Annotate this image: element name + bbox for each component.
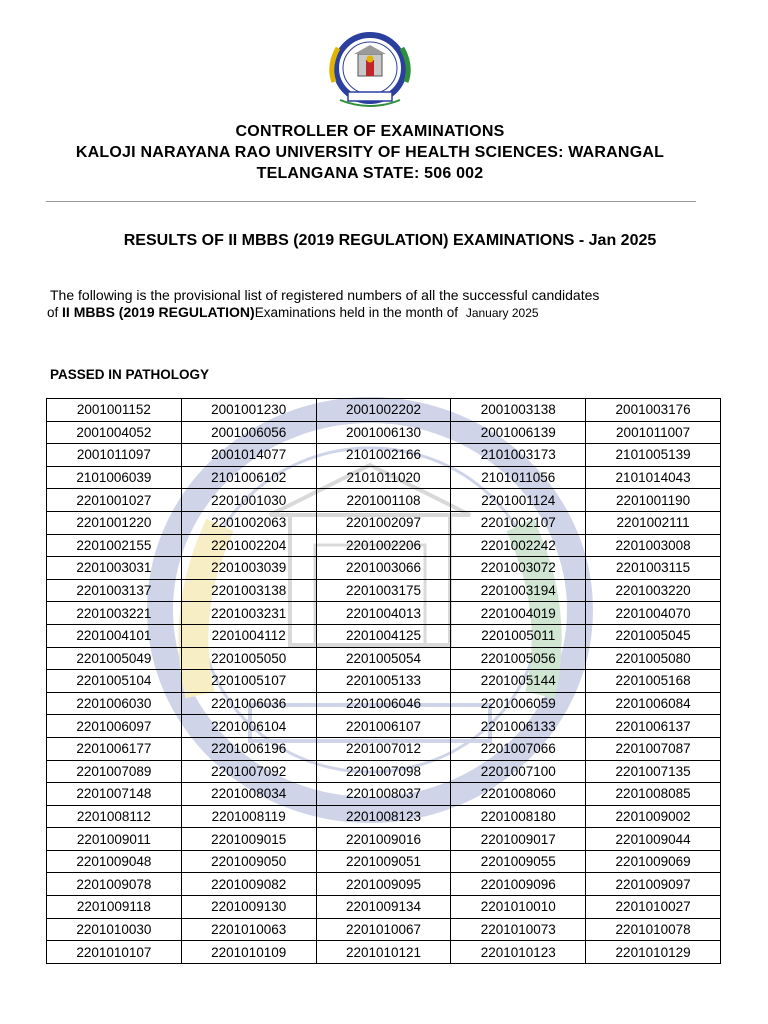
registration-number-cell: 2201003008	[586, 534, 721, 557]
registration-number-cell: 2201009016	[316, 828, 451, 851]
registration-number-cell: 2201009095	[316, 873, 451, 896]
registration-number-cell: 2201009078	[47, 873, 182, 896]
registration-number-cell: 2201004112	[181, 624, 316, 647]
university-logo	[326, 30, 414, 110]
registration-number-cell: 2201009134	[316, 896, 451, 919]
registration-number-cell: 2201007092	[181, 760, 316, 783]
table-row	[47, 783, 721, 806]
registration-number-cell: 2201007148	[47, 783, 182, 806]
registration-number-cell: 2201005080	[586, 647, 721, 670]
registration-number-cell: 2001004052	[47, 421, 182, 444]
registration-number-cell: 2201008085	[586, 783, 721, 806]
registration-number-cell: 2201007135	[586, 760, 721, 783]
registration-number-cell: 2201010010	[451, 896, 586, 919]
registration-number-cell: 2101014043	[586, 466, 721, 489]
registration-number-cell: 2201006107	[316, 715, 451, 738]
registration-number-cell: 2201003137	[47, 579, 182, 602]
registration-number-cell: 2201009011	[47, 828, 182, 851]
table-row	[47, 466, 721, 489]
table-row	[47, 805, 721, 828]
table-row	[47, 941, 721, 964]
registration-number-cell: 2201010073	[451, 918, 586, 941]
exam-month: January 2025	[465, 306, 539, 320]
registration-number-cell: 2201002204	[181, 534, 316, 557]
registration-number-cell: 2201001027	[47, 489, 182, 512]
registration-number-cell: 2201003138	[181, 579, 316, 602]
registration-number-cell: 2201006036	[181, 692, 316, 715]
table-row	[47, 511, 721, 534]
registration-number-cell: 2201005056	[451, 647, 586, 670]
registration-number-cell: 2001006056	[181, 421, 316, 444]
registration-number-cell: 2201006046	[316, 692, 451, 715]
table-row	[47, 850, 721, 873]
registration-number-cell: 2201006177	[47, 737, 182, 760]
registration-number-cell: 2201009015	[181, 828, 316, 851]
registration-number-cell: 2201002206	[316, 534, 451, 557]
registration-number-cell: 2201009097	[586, 873, 721, 896]
registration-number-cell: 2201005104	[47, 670, 182, 693]
registration-number-cell: 2201008034	[181, 783, 316, 806]
registration-number-cell: 2201003072	[451, 557, 586, 580]
registration-number-cell: 2201008037	[316, 783, 451, 806]
registration-number-cell: 2201009044	[586, 828, 721, 851]
registration-number-cell: 2201009050	[181, 850, 316, 873]
registration-number-cell: 2201009017	[451, 828, 586, 851]
registration-number-cell: 2201003066	[316, 557, 451, 580]
results-table-body	[47, 399, 721, 964]
registration-number-cell: 2201009002	[586, 805, 721, 828]
registration-number-cell: 2001006139	[451, 421, 586, 444]
registration-number-cell: 2101006039	[47, 466, 182, 489]
registration-number-cell: 2201001190	[586, 489, 721, 512]
registration-number-cell: 2201006059	[451, 692, 586, 715]
registration-number-cell: 2201002111	[586, 511, 721, 534]
table-row	[47, 602, 721, 625]
registration-number-cell: 2201010030	[47, 918, 182, 941]
registration-number-cell: 2201010107	[47, 941, 182, 964]
table-row	[47, 873, 721, 896]
header-divider	[46, 201, 696, 202]
registration-number-cell: 2201004019	[451, 602, 586, 625]
registration-number-cell: 2201006133	[451, 715, 586, 738]
registration-number-cell: 2001001152	[47, 399, 182, 422]
registration-number-cell: 2201005049	[47, 647, 182, 670]
registration-number-cell: 2201003221	[47, 602, 182, 625]
registration-number-cell: 2001003176	[586, 399, 721, 422]
registration-number-cell: 2201009055	[451, 850, 586, 873]
registration-number-cell: 2201002063	[181, 511, 316, 534]
registration-number-cell: 2201008119	[181, 805, 316, 828]
registration-number-cell: 2101011020	[316, 466, 451, 489]
registration-number-cell: 2201003175	[316, 579, 451, 602]
registration-number-cell: 2201009096	[451, 873, 586, 896]
intro-text: The following is the provisional list of registered numbers of all the successful candidates	[50, 287, 600, 303]
table-row	[47, 896, 721, 919]
registration-number-cell: 2201004070	[586, 602, 721, 625]
table-row	[47, 489, 721, 512]
registration-number-cell: 2201009051	[316, 850, 451, 873]
registration-number-cell: 2101003173	[451, 444, 586, 467]
registration-number-cell: 2201002242	[451, 534, 586, 557]
registration-number-cell: 2201001108	[316, 489, 451, 512]
registration-number-cell: 2201006104	[181, 715, 316, 738]
registration-number-cell: 2201008060	[451, 783, 586, 806]
table-row	[47, 557, 721, 580]
registration-number-cell: 2001002202	[316, 399, 451, 422]
table-row	[47, 737, 721, 760]
controller-heading: CONTROLLER OF EXAMINATIONS	[235, 123, 505, 140]
registration-number-cell: 2201008123	[316, 805, 451, 828]
registration-number-cell: 2201004125	[316, 624, 451, 647]
table-row	[47, 647, 721, 670]
registration-number-cell: 2201003115	[586, 557, 721, 580]
registration-number-cell: 2001014077	[181, 444, 316, 467]
registration-number-cell: 2201010121	[316, 941, 451, 964]
university-name-heading: KALOJI NARAYANA RAO UNIVERSITY OF HEALTH SCIENCES: WARANGAL	[75, 144, 665, 161]
intro-text-line2	[47, 304, 539, 320]
registration-number-cell: 2201010027	[586, 896, 721, 919]
registration-number-cell: 2201002107	[451, 511, 586, 534]
registration-number-cell: 2201003039	[181, 557, 316, 580]
registration-number-cell: 2001011097	[47, 444, 182, 467]
registration-number-cell: 2201003220	[586, 579, 721, 602]
intro-held: Examinations held in the month of	[254, 305, 459, 320]
registration-number-cell: 2201009130	[181, 896, 316, 919]
state-heading: TELANGANA STATE: 506 002	[256, 165, 484, 182]
registration-number-cell: 2201006030	[47, 692, 182, 715]
registration-number-cell: 2201001124	[451, 489, 586, 512]
registration-number-cell: 2201006097	[47, 715, 182, 738]
table-row	[47, 421, 721, 444]
registration-number-cell: 2201005133	[316, 670, 451, 693]
table-row	[47, 828, 721, 851]
table-row	[47, 534, 721, 557]
registration-number-cell: 2001003138	[451, 399, 586, 422]
registration-number-cell: 2201006084	[586, 692, 721, 715]
registration-number-cell: 2201006137	[586, 715, 721, 738]
registration-number-cell: 2201010067	[316, 918, 451, 941]
registration-number-cell: 2201009082	[181, 873, 316, 896]
section-title: PASSED IN PATHOLOGY	[50, 367, 210, 382]
registration-number-cell: 2201001220	[47, 511, 182, 534]
registration-number-cell: 2201007087	[586, 737, 721, 760]
registration-number-cell: 2201007098	[316, 760, 451, 783]
registration-number-cell: 2101005139	[586, 444, 721, 467]
intro-of: of	[47, 305, 59, 320]
registration-number-cell: 2201009069	[586, 850, 721, 873]
registration-number-cell: 2201003031	[47, 557, 182, 580]
registration-number-cell: 2001011007	[586, 421, 721, 444]
registration-number-cell: 2201005054	[316, 647, 451, 670]
exam-name: II MBBS (2019 REGULATION)	[62, 304, 255, 320]
registration-number-cell: 2201005168	[586, 670, 721, 693]
table-row	[47, 715, 721, 738]
registration-number-cell: 2201002097	[316, 511, 451, 534]
table-row	[47, 670, 721, 693]
registration-number-cell: 2001006130	[316, 421, 451, 444]
registration-number-cell: 2201006196	[181, 737, 316, 760]
registration-number-cell: 2201004101	[47, 624, 182, 647]
registration-number-cell: 2201007089	[47, 760, 182, 783]
registration-number-cell: 2201010123	[451, 941, 586, 964]
table-row	[47, 918, 721, 941]
registration-number-cell: 2201008112	[47, 805, 182, 828]
registration-number-cell: 2201010078	[586, 918, 721, 941]
table-row	[47, 444, 721, 467]
registration-number-cell: 2201008180	[451, 805, 586, 828]
registration-number-cell: 2201010063	[181, 918, 316, 941]
registration-number-cell: 2201007066	[451, 737, 586, 760]
registration-number-cell: 2201005011	[451, 624, 586, 647]
registration-number-cell: 2201005144	[451, 670, 586, 693]
registration-number-cell: 2201010129	[586, 941, 721, 964]
registration-number-cell: 2201009048	[47, 850, 182, 873]
registration-number-cell: 2201007100	[451, 760, 586, 783]
registration-number-cell: 2201010109	[181, 941, 316, 964]
registration-number-cell: 2201005107	[181, 670, 316, 693]
registration-number-cell: 2201005045	[586, 624, 721, 647]
table-row	[47, 692, 721, 715]
registration-number-cell: 2201001030	[181, 489, 316, 512]
registration-number-cell: 2101006102	[181, 466, 316, 489]
registration-number-cell: 2001001230	[181, 399, 316, 422]
registration-number-cell: 2101002166	[316, 444, 451, 467]
registration-number-cell: 2201005050	[181, 647, 316, 670]
registration-number-cell: 2201004013	[316, 602, 451, 625]
registration-number-cell: 2201003231	[181, 602, 316, 625]
table-row	[47, 760, 721, 783]
table-row	[47, 579, 721, 602]
table-row	[47, 624, 721, 647]
registration-number-cell: 2201009118	[47, 896, 182, 919]
table-row	[47, 399, 721, 422]
registration-number-cell: 2201002155	[47, 534, 182, 557]
results-table	[46, 398, 721, 964]
registration-number-cell: 2201003194	[451, 579, 586, 602]
results-title: RESULTS OF II MBBS (2019 REGULATION) EXAMINATIONS - Jan 2025	[123, 232, 657, 249]
registration-number-cell: 2101011056	[451, 466, 586, 489]
registration-number-cell: 2201007012	[316, 737, 451, 760]
